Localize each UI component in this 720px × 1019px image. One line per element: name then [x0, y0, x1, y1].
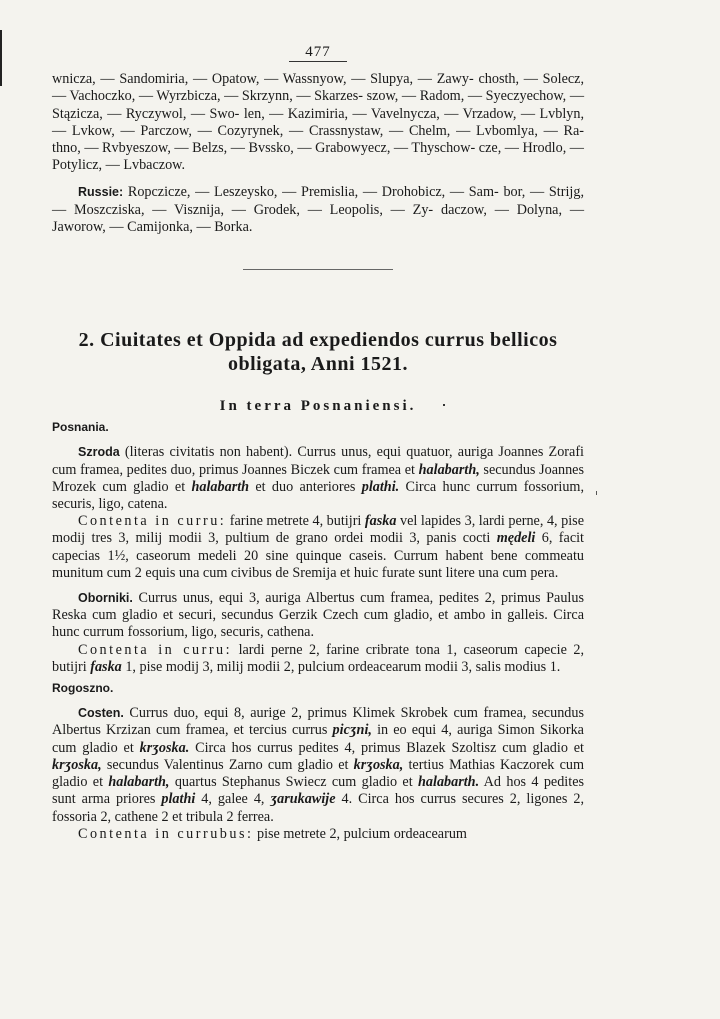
section-posnania: Posnania. — [52, 420, 109, 435]
top-paragraph: wnicza, — Sandomiria, — Opatow, — Wassnyow, — Slupya, — Zawy- chosth, — Solecz, — Vachoczko, — Wyrzbicza, — Skrzynn, — Skarzes- szow, — Radom, — Syeczyechow, — Stązicza, — Ryczywol, — Swo- len, — Kazimiria, — Vavelnycza, — Vrzadow, — Lvblyn, — Lvkow, — Parczow, — Cozyrynek, — Crassnystaw, — Chelm, — Lvbomlya, — Ra- thno, — Rvbyeszow, — Belzs, — Bvssko, — Grabowyecz, — Thyschow- cze, — Hrodlo, — Potylicz, — Lvbaczow. — [52, 71, 585, 174]
section-rogoszno: Rogoszno. — [52, 681, 114, 696]
page — [52, 44, 584, 843]
margin-mark — [0, 30, 2, 86]
speck — [596, 491, 597, 495]
oborniki-contents: Contenta in curru: lardi perne 2, farine cribrate tona 1, caseorum capecie 2, butijri faska 1, pise modij 3, milij modii 2, pulcium ordeacearum modii 3, salis modius 1. — [52, 641, 584, 675]
russie-label: Russie: — [78, 185, 124, 200]
sroda-contents: Contenta in curru: farine metrete 4, butijri faska vel lapides 3, lardi perne, 4, pise modij tres 3, milij modii 3, pultium de grano ordei modii 3, panis cocti mędeli 6, facit capecias 1½, caseorum medeli 20 sine quinque caseis. Currum habent bene commeatu munitum cum 2 equis una cum civibus de Sremija et huic furate sunt litere una cum pera. — [52, 513, 584, 581]
russie-paragraph: Russie: Ropczicze, — Leszeysko, — Premislia, — Drohobicz, — Sam- bor, — Strijg, — Moszcziska, — Visznija, — Grodek, — Leopolis, — Zy- daczow, — Dolyna, — Jaworow, — Camijonka, — Borka. — [52, 184, 585, 235]
divider — [243, 269, 393, 270]
costen-contents: Contenta in currubus: pise metrete 2, pulcium ordeacearum — [78, 825, 467, 842]
costen-paragraph: Costen. Currus duo, equi 8, aurige 2, primus Klimek Skrobek cum framea, secundus Albertus Krzizan cum framea, et tercius currus picʒni, in eo equi 4, auriga Simon Sikorka cum gladio et krʒoska. Circa hos currus pedites 4, primus Blazek Szoltisz cum gladio et krʒoska, secundus Valentinus Zarno cum gladio et krʒoska, tertius Mathias Kaczorek cum gladio et halabarth, quartus Stephanus Swiecz cum gladio et halabarth. Ad hos 4 pedites sunt arma priores plathi 4, galee 4, ʒarukawije 4. Circa hos currus secures 2, ligones 2, fossoria 2, cathene 2 et tribula 2 ferrea. — [52, 705, 585, 825]
subheading: In terra Posnaniensi. — [219, 398, 417, 415]
chapter-heading: 2. Ciuitates et Oppida ad expediendos currus bellicos obligata, Anni 1521. — [78, 329, 558, 376]
page-number: 477 — [52, 44, 584, 61]
sroda-paragraph: Szroda (literas civitatis non habent). Currus unus, equi quatuor, auriga Joannes Zorafi cum framea, pedites duo, primus Joannes Biczek cum framea et halabarth, secundus Joannes Mrozek cum gladio et halabarth et duo anteriores plathi. Circa hunc currum fossorium, securis, ligo, catena. — [52, 444, 584, 513]
oborniki-paragraph: Oborniki. Currus unus, equi 3, auriga Albertus cum framea, pedites 2, primus Paulus Reska cum gladio et securi, secundus Gerzik Czech cum gladio, et ambo in galleis. Circa hunc currum fossorium, ligo, securis, cathena. — [52, 590, 584, 641]
